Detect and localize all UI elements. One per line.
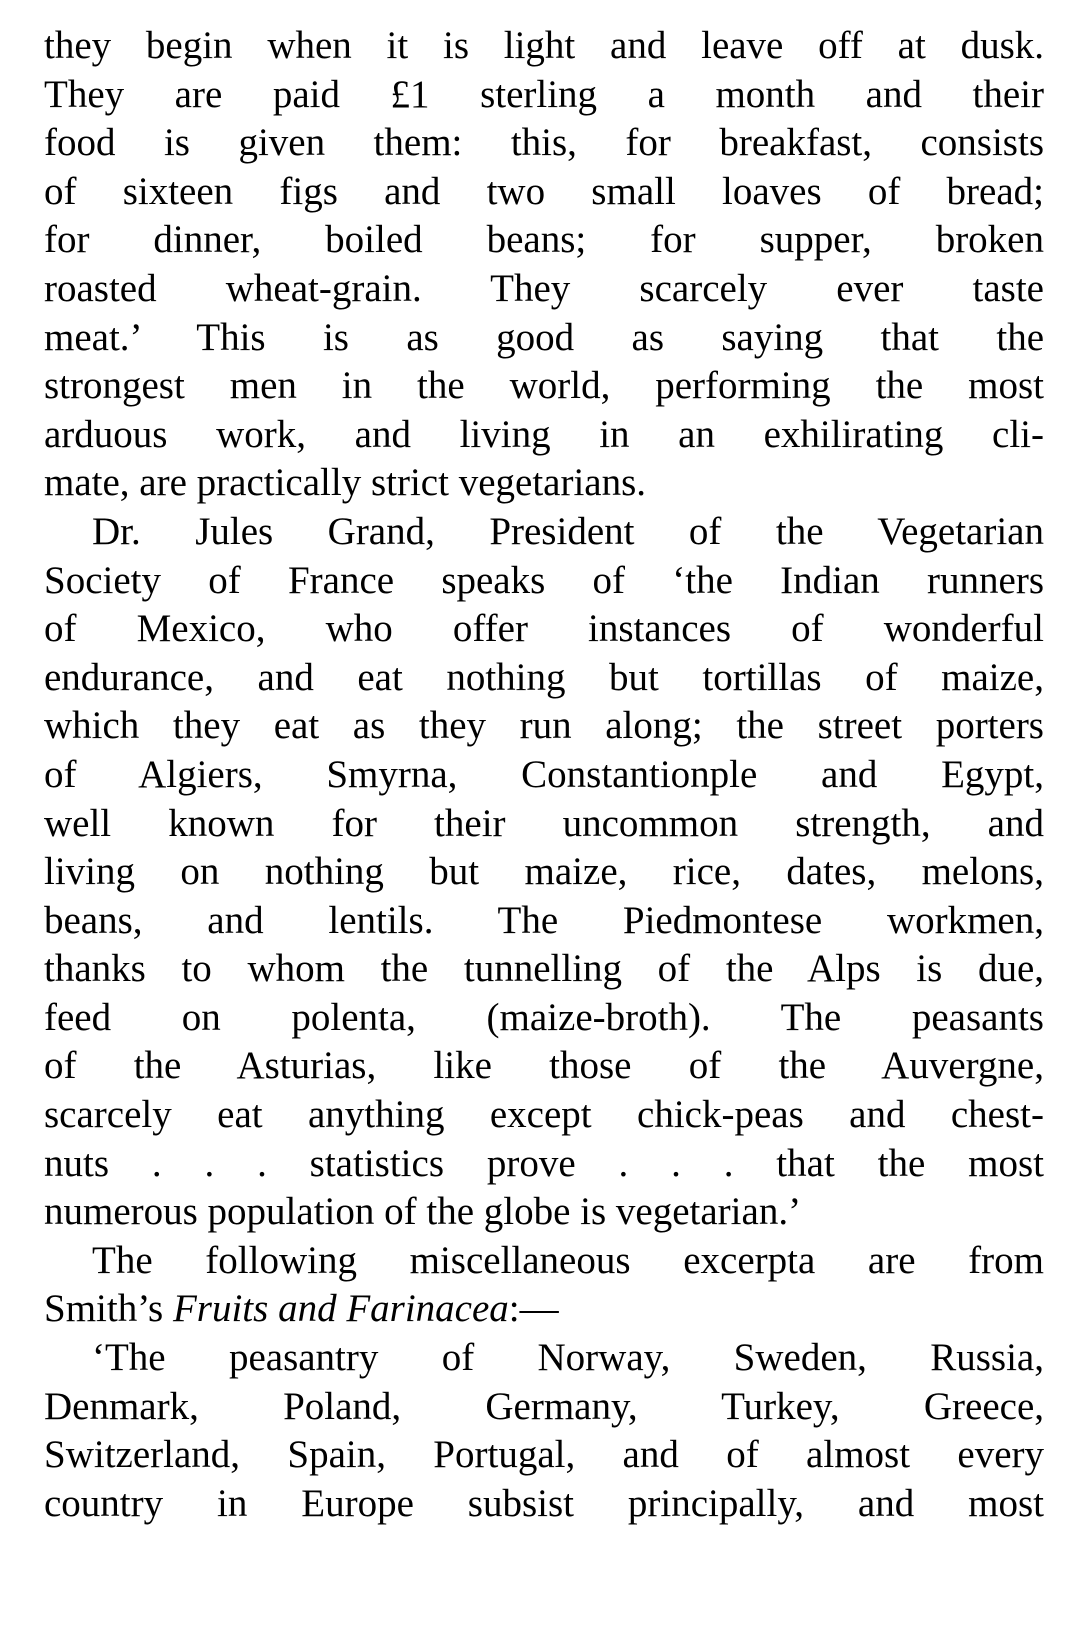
text-line: country in Europe subsist principally, and most xyxy=(44,1481,1044,1525)
text-line: strongest men in the world, performing the most xyxy=(44,364,1044,408)
text-line xyxy=(44,1285,1044,1334)
text-line: of sixteen figs and two small loaves of bread; xyxy=(44,169,1044,213)
text-line: of Mexico, who offer instances of wonderful xyxy=(44,607,1044,651)
text-line: Switzerland, Spain, Portugal, and of almost every xyxy=(44,1433,1044,1477)
text-line: The following miscellaneous excerpta are from xyxy=(92,1238,1044,1282)
text-segment: :— xyxy=(508,1287,559,1331)
text-line: scarcely eat anything except chick-peas and chest- xyxy=(44,1093,1044,1137)
text-line: living on nothing but maize, rice, dates, melons, xyxy=(44,850,1044,894)
text-line: They are paid £1 sterling a month and their xyxy=(44,72,1044,116)
text-line: Society of France speaks of ‘the Indian runners xyxy=(44,558,1044,602)
text-line: they begin when it is light and leave off at dusk. xyxy=(44,24,1044,67)
text-line: for dinner, boiled beans; for supper, broken xyxy=(44,218,1044,262)
text-line: endurance, and eat nothing but tortillas of maize, xyxy=(44,655,1044,699)
text-line: nuts . . . statistics prove . . . that the most xyxy=(44,1141,1044,1185)
text-line: Denmark, Poland, Germany, Turkey, Greece, xyxy=(44,1384,1044,1428)
text-line: numerous population of the globe is vegetarian.’ xyxy=(44,1190,802,1234)
text-line: mate, are practically strict vegetarians. xyxy=(44,461,647,505)
text-line: of the Asturias, like those of the Auvergne, xyxy=(44,1044,1044,1088)
text-line: roasted wheat-grain. They scarcely ever taste xyxy=(44,266,1044,310)
text-line: feed on polenta, (maize-broth). The peasants xyxy=(44,995,1044,1039)
text-segment: Smith’s xyxy=(44,1287,173,1331)
text-line: thanks to whom the tunnelling of the Alps is due, xyxy=(44,947,1044,991)
text-line: of Algiers, Smyrna, Constantionple and Egypt, xyxy=(44,752,1044,796)
text-line: ‘The peasantry of Norway, Sweden, Russia, xyxy=(92,1336,1044,1380)
text-line: which they eat as they run along; the street porters xyxy=(44,704,1044,748)
book-title: Fruits and Farinacea xyxy=(172,1287,509,1331)
text-line: meat.’ This is as good as saying that the xyxy=(44,315,1044,359)
text-line: well known for their uncommon strength, and xyxy=(44,801,1044,845)
text-line: arduous work, and living in an exhilirating cli- xyxy=(44,412,1044,456)
text-line: Dr. Jules Grand, President of the Vegetarian xyxy=(92,509,1044,553)
text-line: beans, and lentils. The Piedmontese workmen, xyxy=(44,898,1044,942)
text-line: food is given them: this, for breakfast, consists xyxy=(44,121,1044,165)
book-page xyxy=(44,22,1044,1622)
